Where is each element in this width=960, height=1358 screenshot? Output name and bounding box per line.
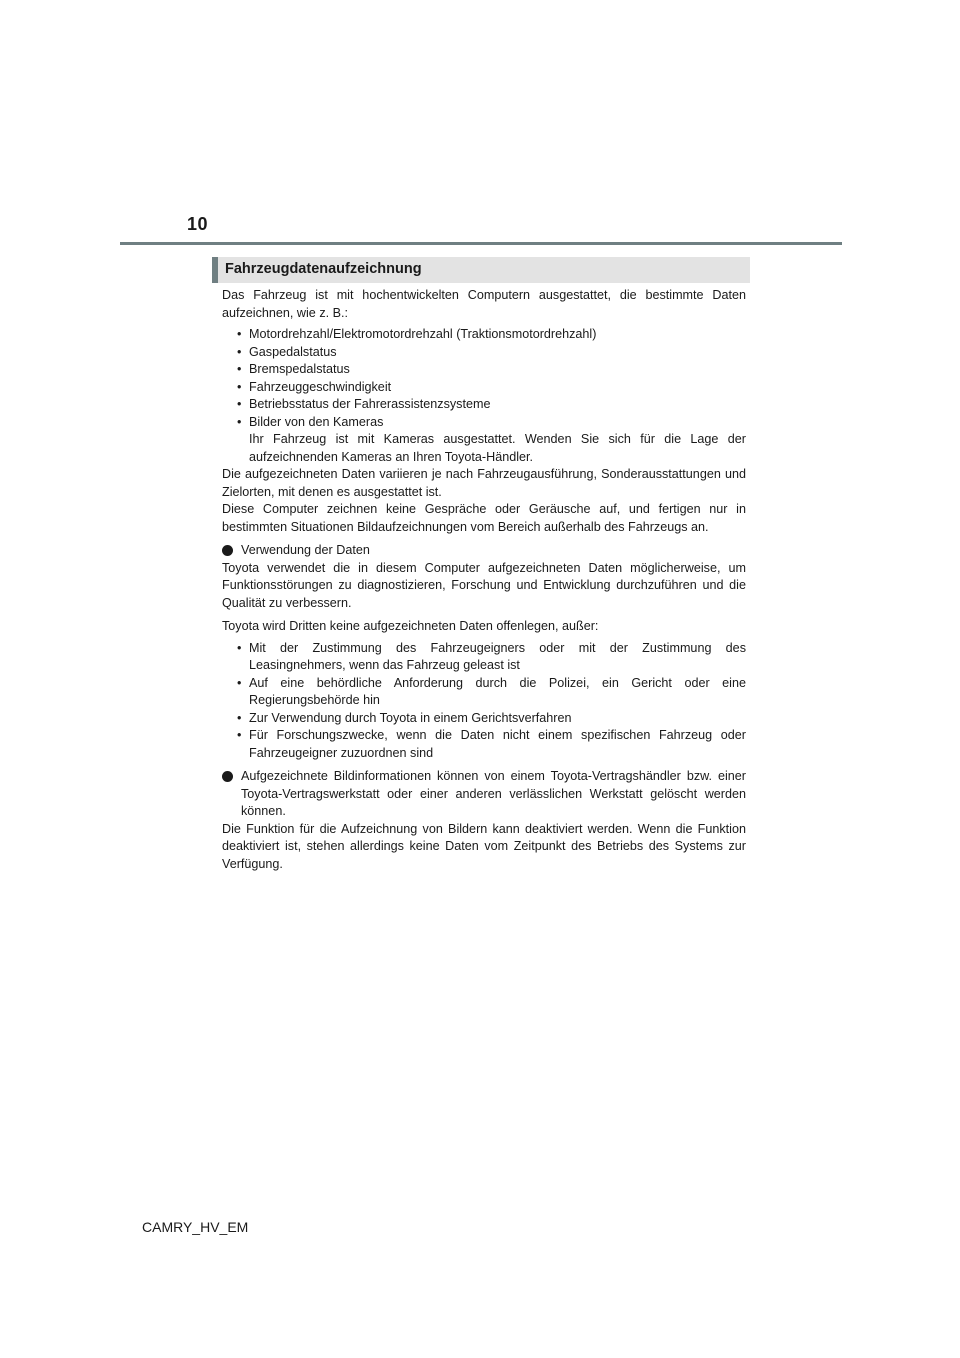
bullet-icon: • [237,675,242,690]
bullet-icon: • [237,379,242,394]
bullet-icon: • [237,362,242,376]
intro-paragraph: Das Fahrzeug ist mit hochentwickelten Computern ausgestattet, die bestimmte Daten aufzeichnen, wie z. B.: [222,288,746,320]
list-item: • Motordrehzahl/Elektromotordrehzahl (Traktionsmotordrehzahl) [222,326,746,344]
list-item: • Gaspedalstatus [222,344,746,362]
list-item: • Bremspedalstatus [222,361,746,379]
image-deletion-note: Aufgezeichnete Bildinformationen können von einem Toyota-Vertragshändler bzw. einer Toyota-Vertragswerkstatt oder einer anderen verlässlichen Werkstatt gelöscht werden können. [222,768,746,821]
camera-note: Ihr Fahrzeug ist mit Kameras ausgestattet. Wenden Sie sich für die Lage der aufzeichnenden Kameras an Ihren Toyota-Händler. [249,432,746,464]
list-item: • Betriebsstatus der Fahrerassistenzsysteme [222,396,746,414]
list-item: • Für Forschungszwecke, wenn die Daten nicht einem spezifischen Fahrzeug oder Fahrzeugeigner zuzuordnen sind [237,728,746,760]
bullet-icon: • [237,397,242,411]
list-item: • Auf eine behördliche Anforderung durch die Polizei, ein Gericht oder eine Regierungsbehörde hin [237,675,746,707]
computer-paragraph: Diese Computer zeichnen keine Gespräche oder Geräusche auf, und fertigen nur in bestimmten Situationen Bildaufzeichnungen vom Bereich außerhalb des Fahrzeugs an. [222,502,746,534]
header-rule [120,242,842,245]
bullet-icon: • [237,710,242,725]
list-item: • Mit der Zustimmung des Fahrzeugeigners oder mit der Zustimmung des Leasingnehmers, wenn das Fahrzeug geleast ist [237,640,746,672]
section-heading: Fahrzeugdatenaufzeichnung [212,257,750,283]
filled-circle-icon [222,545,233,556]
deactivation-paragraph: Die Funktion für die Aufzeichnung von Bildern kann deaktiviert werden. Wenn die Funktion deaktiviert ist, stehen allerdings keine Daten vom Zeitpunkt des Betriebs des Systems zur Verfügung. [222,821,746,871]
bullet-icon: • [237,327,242,341]
list-item: • Zur Verwendung durch Toyota in einem Gerichtsverfahren [222,710,746,728]
disclosure-intro: Toyota wird Dritten keine aufgezeichneten Daten offenlegen, außer: [222,619,599,633]
disclosure-list [222,640,746,763]
section-body [222,287,746,873]
bullet-icon: • [237,414,242,429]
bullet-icon: • [237,640,242,655]
bullet-icon: • [237,728,242,742]
recorded-items-list [222,326,746,466]
list-item: • Bilder von den Kameras Ihr Fahrzeug ist mit Kameras ausgestattet. Wenden Sie sich für die Lage der aufzeichnenden Kameras an Ihren Toyota-Händler. [222,414,746,467]
usage-paragraph: Toyota verwendet die in diesem Computer aufgezeichneten Daten möglicherweise, um Funktionsstörungen zu diagnostizieren, Forschung und Entwicklung durchzuführen und die Qualität zu verbessern. [222,560,746,610]
filled-circle-icon [222,771,233,782]
page-number: 10 [187,214,209,234]
bullet-icon: • [237,344,242,359]
footer-code: CAMRY_HV_EM [142,1219,249,1235]
usage-heading: Verwendung der Daten [222,542,746,560]
list-item: • Fahrzeuggeschwindigkeit [222,379,746,397]
variation-paragraph: Die aufgezeichneten Daten variieren je nach Fahrzeugausführung, Sonderausstattungen und Zielorten, mit denen es ausgestattet ist. [222,467,746,499]
